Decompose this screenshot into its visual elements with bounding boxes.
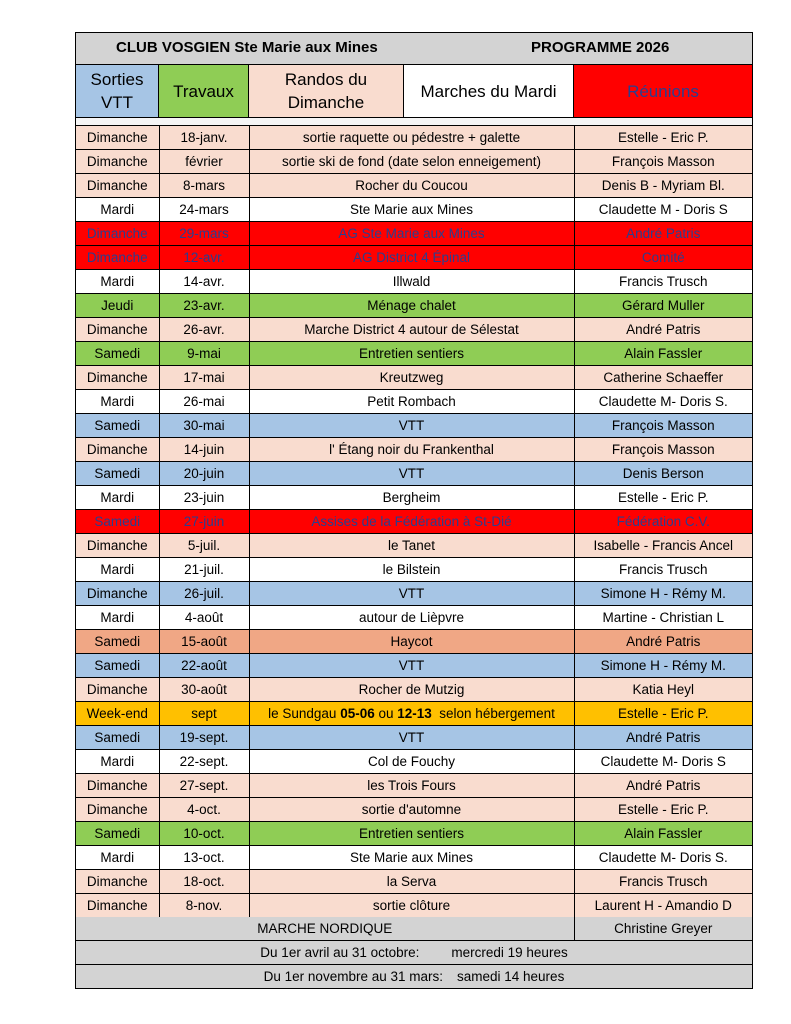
event-cell: Bergheim bbox=[249, 486, 574, 510]
legend-travaux: Travaux bbox=[159, 65, 249, 117]
table-row bbox=[76, 678, 752, 702]
table-row bbox=[76, 462, 752, 486]
date-cell: 4-août bbox=[159, 606, 249, 630]
table-row bbox=[76, 654, 752, 678]
nordique-label: MARCHE NORDIQUE bbox=[76, 917, 574, 941]
contact-cell: Simone H - Rémy M. bbox=[574, 582, 752, 606]
date-cell: 8-nov. bbox=[159, 894, 249, 918]
event-text-part: le Sundgau bbox=[268, 706, 341, 721]
event-cell: VTT bbox=[249, 462, 574, 486]
date-cell: 26-juil. bbox=[159, 582, 249, 606]
date-cell: février bbox=[159, 150, 249, 174]
event-cell: Ste Marie aux Mines bbox=[249, 198, 574, 222]
event-text-part: ou bbox=[374, 706, 398, 721]
day-cell: Samedi bbox=[76, 510, 159, 534]
day-cell: Dimanche bbox=[76, 150, 159, 174]
event-cell: la Serva bbox=[249, 870, 574, 894]
table-row bbox=[76, 822, 752, 846]
day-cell: Samedi bbox=[76, 654, 159, 678]
date-cell: 19-sept. bbox=[159, 726, 249, 750]
event-cell: AG Ste Marie aux Mines bbox=[249, 222, 574, 246]
day-cell: Dimanche bbox=[76, 534, 159, 558]
day-cell: Dimanche bbox=[76, 798, 159, 822]
contact-cell: Claudette M- Doris S bbox=[574, 750, 752, 774]
contact-cell: Gérard Muller bbox=[574, 294, 752, 318]
table-row bbox=[76, 366, 752, 390]
contact-cell: Isabelle - Francis Ancel bbox=[574, 534, 752, 558]
contact-cell: André Patris bbox=[574, 318, 752, 342]
day-cell: Mardi bbox=[76, 750, 159, 774]
table-row bbox=[76, 342, 752, 366]
date-cell: 30-août bbox=[159, 678, 249, 702]
day-cell: Dimanche bbox=[76, 894, 159, 918]
contact-cell: Estelle - Eric P. bbox=[574, 702, 752, 726]
schedule-row-summer bbox=[76, 941, 752, 965]
table-row bbox=[76, 606, 752, 630]
contact-cell: François Masson bbox=[574, 150, 752, 174]
table-row bbox=[76, 126, 752, 150]
date-cell: 30-mai bbox=[159, 414, 249, 438]
schedule-winter bbox=[76, 965, 752, 989]
day-cell: Dimanche bbox=[76, 870, 159, 894]
day-cell: Jeudi bbox=[76, 294, 159, 318]
day-cell: Samedi bbox=[76, 462, 159, 486]
day-cell: Mardi bbox=[76, 846, 159, 870]
schedule-period: Du 1er novembre au 31 mars: bbox=[263, 969, 443, 984]
event-text-part: selon hébergement bbox=[431, 706, 555, 721]
date-cell: 14-avr. bbox=[159, 270, 249, 294]
day-cell: Dimanche bbox=[76, 318, 159, 342]
date-cell: 18-oct. bbox=[159, 870, 249, 894]
table-row bbox=[76, 582, 752, 606]
date-cell: 5-juil. bbox=[159, 534, 249, 558]
club-title: CLUB VOSGIEN Ste Marie aux Mines bbox=[116, 39, 378, 56]
day-cell: Mardi bbox=[76, 390, 159, 414]
table-row bbox=[76, 174, 752, 198]
contact-cell: Comité bbox=[574, 246, 752, 270]
contact-cell: Francis Trusch bbox=[574, 870, 752, 894]
event-cell: le Tanet bbox=[249, 534, 574, 558]
day-cell: Dimanche bbox=[76, 678, 159, 702]
day-cell: Dimanche bbox=[76, 246, 159, 270]
table-row bbox=[76, 414, 752, 438]
date-cell: 29-mars bbox=[159, 222, 249, 246]
event-cell bbox=[249, 702, 574, 726]
contact-cell: Martine - Christian L bbox=[574, 606, 752, 630]
day-cell: Dimanche bbox=[76, 582, 159, 606]
event-cell: VTT bbox=[249, 726, 574, 750]
day-cell: Samedi bbox=[76, 822, 159, 846]
table-row bbox=[76, 630, 752, 654]
table-row bbox=[76, 486, 752, 510]
event-cell: sortie d'automne bbox=[249, 798, 574, 822]
contact-cell: Estelle - Eric P. bbox=[574, 486, 752, 510]
date-cell: 26-mai bbox=[159, 390, 249, 414]
table-row bbox=[76, 390, 752, 414]
event-cell: Ménage chalet bbox=[249, 294, 574, 318]
day-cell: Mardi bbox=[76, 486, 159, 510]
contact-cell: Catherine Schaeffer bbox=[574, 366, 752, 390]
date-cell: 24-mars bbox=[159, 198, 249, 222]
date-cell: sept bbox=[159, 702, 249, 726]
event-cell: Kreutzweg bbox=[249, 366, 574, 390]
event-cell: Marche District 4 autour de Sélestat bbox=[249, 318, 574, 342]
event-cell: Illwald bbox=[249, 270, 574, 294]
event-cell: VTT bbox=[249, 414, 574, 438]
table-row bbox=[76, 198, 752, 222]
day-cell: Dimanche bbox=[76, 222, 159, 246]
contact-cell: Francis Trusch bbox=[574, 558, 752, 582]
schedule-time: mercredi 19 heures bbox=[451, 945, 568, 960]
date-cell: 4-oct. bbox=[159, 798, 249, 822]
contact-cell: Denis B - Myriam Bl. bbox=[574, 174, 752, 198]
table-row bbox=[76, 246, 752, 270]
event-cell: Rocher de Mutzig bbox=[249, 678, 574, 702]
contact-cell: Alain Fassler bbox=[574, 342, 752, 366]
date-cell: 26-avr. bbox=[159, 318, 249, 342]
event-cell: AG District 4 Épinal bbox=[249, 246, 574, 270]
table-row bbox=[76, 798, 752, 822]
table-row bbox=[76, 894, 752, 918]
schedule-table bbox=[76, 126, 752, 988]
contact-cell: Estelle - Eric P. bbox=[574, 126, 752, 150]
legend-vtt: Sorties VTT bbox=[76, 65, 159, 117]
legend-reunions: Réunions bbox=[574, 65, 752, 117]
date-cell: 22-août bbox=[159, 654, 249, 678]
spacer bbox=[76, 118, 752, 126]
contact-cell: Claudette M- Doris S. bbox=[574, 846, 752, 870]
event-cell: Ste Marie aux Mines bbox=[249, 846, 574, 870]
event-text-part: 05-06 bbox=[340, 706, 375, 721]
contact-cell: Estelle - Eric P. bbox=[574, 798, 752, 822]
contact-cell: André Patris bbox=[574, 630, 752, 654]
event-cell: VTT bbox=[249, 582, 574, 606]
table-row bbox=[76, 702, 752, 726]
date-cell: 14-juin bbox=[159, 438, 249, 462]
table-row bbox=[76, 558, 752, 582]
table-row bbox=[76, 750, 752, 774]
contact-cell: François Masson bbox=[574, 438, 752, 462]
event-cell: VTT bbox=[249, 654, 574, 678]
event-cell: le Bilstein bbox=[249, 558, 574, 582]
date-cell: 12-avr. bbox=[159, 246, 249, 270]
event-text-part: 12-13 bbox=[397, 706, 432, 721]
contact-cell: André Patris bbox=[574, 774, 752, 798]
table-row bbox=[76, 510, 752, 534]
event-cell: Entretien sentiers bbox=[249, 822, 574, 846]
date-cell: 21-juil. bbox=[159, 558, 249, 582]
day-cell: Samedi bbox=[76, 342, 159, 366]
contact-cell: Katia Heyl bbox=[574, 678, 752, 702]
nordique-contact: Christine Greyer bbox=[574, 917, 752, 941]
contact-cell: André Patris bbox=[574, 726, 752, 750]
date-cell: 27-juin bbox=[159, 510, 249, 534]
schedule-summer bbox=[76, 941, 752, 965]
event-cell: Assises de la Fédération à St-Dié bbox=[249, 510, 574, 534]
table-row bbox=[76, 534, 752, 558]
day-cell: Mardi bbox=[76, 198, 159, 222]
event-cell: sortie ski de fond (date selon enneigement) bbox=[249, 150, 574, 174]
date-cell: 10-oct. bbox=[159, 822, 249, 846]
table-row bbox=[76, 318, 752, 342]
table-row bbox=[76, 846, 752, 870]
day-cell: Dimanche bbox=[76, 174, 159, 198]
schedule-period: Du 1er avril au 31 octobre: bbox=[260, 945, 420, 960]
date-cell: 9-mai bbox=[159, 342, 249, 366]
date-cell: 8-mars bbox=[159, 174, 249, 198]
schedule-row-winter bbox=[76, 965, 752, 989]
event-cell: Col de Fouchy bbox=[249, 750, 574, 774]
date-cell: 13-oct. bbox=[159, 846, 249, 870]
schedule-time: samedi 14 heures bbox=[457, 969, 565, 984]
day-cell: Dimanche bbox=[76, 126, 159, 150]
contact-cell: Simone H - Rémy M. bbox=[574, 654, 752, 678]
day-cell: Samedi bbox=[76, 630, 159, 654]
table-row bbox=[76, 726, 752, 750]
date-cell: 15-août bbox=[159, 630, 249, 654]
legend-randos: Randos du Dimanche bbox=[249, 65, 404, 117]
table-row bbox=[76, 438, 752, 462]
day-cell: Dimanche bbox=[76, 438, 159, 462]
contact-cell: André Patris bbox=[574, 222, 752, 246]
day-cell: Samedi bbox=[76, 726, 159, 750]
date-cell: 17-mai bbox=[159, 366, 249, 390]
date-cell: 27-sept. bbox=[159, 774, 249, 798]
contact-cell: Claudette M - Doris S bbox=[574, 198, 752, 222]
event-cell: Petit Rombach bbox=[249, 390, 574, 414]
programme-sheet bbox=[75, 32, 753, 989]
table-row bbox=[76, 870, 752, 894]
event-cell: sortie clôture bbox=[249, 894, 574, 918]
event-cell: Haycot bbox=[249, 630, 574, 654]
date-cell: 23-juin bbox=[159, 486, 249, 510]
contact-cell: Alain Fassler bbox=[574, 822, 752, 846]
day-cell: Week-end bbox=[76, 702, 159, 726]
event-cell: Rocher du Coucou bbox=[249, 174, 574, 198]
nordique-row bbox=[76, 917, 752, 941]
table-row bbox=[76, 294, 752, 318]
contact-cell: Francis Trusch bbox=[574, 270, 752, 294]
date-cell: 22-sept. bbox=[159, 750, 249, 774]
contact-cell: Denis Berson bbox=[574, 462, 752, 486]
table-row bbox=[76, 150, 752, 174]
date-cell: 20-juin bbox=[159, 462, 249, 486]
day-cell: Mardi bbox=[76, 606, 159, 630]
legend-row bbox=[76, 65, 752, 118]
day-cell: Mardi bbox=[76, 558, 159, 582]
programme-title: PROGRAMME 2026 bbox=[531, 39, 670, 56]
legend-mardi: Marches du Mardi bbox=[404, 65, 574, 117]
event-cell: autour de Lièpvre bbox=[249, 606, 574, 630]
table-row bbox=[76, 774, 752, 798]
date-cell: 23-avr. bbox=[159, 294, 249, 318]
table-row bbox=[76, 222, 752, 246]
event-cell: Entretien sentiers bbox=[249, 342, 574, 366]
date-cell: 18-janv. bbox=[159, 126, 249, 150]
day-cell: Mardi bbox=[76, 270, 159, 294]
event-cell: les Trois Fours bbox=[249, 774, 574, 798]
contact-cell: Laurent H - Amandio D bbox=[594, 898, 732, 913]
contact-cell: Claudette M- Doris S. bbox=[574, 390, 752, 414]
event-cell: sortie raquette ou pédestre + galette bbox=[249, 126, 574, 150]
contact-cell: François Masson bbox=[574, 414, 752, 438]
day-cell: Dimanche bbox=[76, 774, 159, 798]
table-row bbox=[76, 270, 752, 294]
event-cell: l' Étang noir du Frankenthal bbox=[249, 438, 574, 462]
title-bar bbox=[76, 33, 752, 65]
contact-cell: Fédération C.V. bbox=[574, 510, 752, 534]
day-cell: Samedi bbox=[76, 414, 159, 438]
day-cell: Dimanche bbox=[76, 366, 159, 390]
